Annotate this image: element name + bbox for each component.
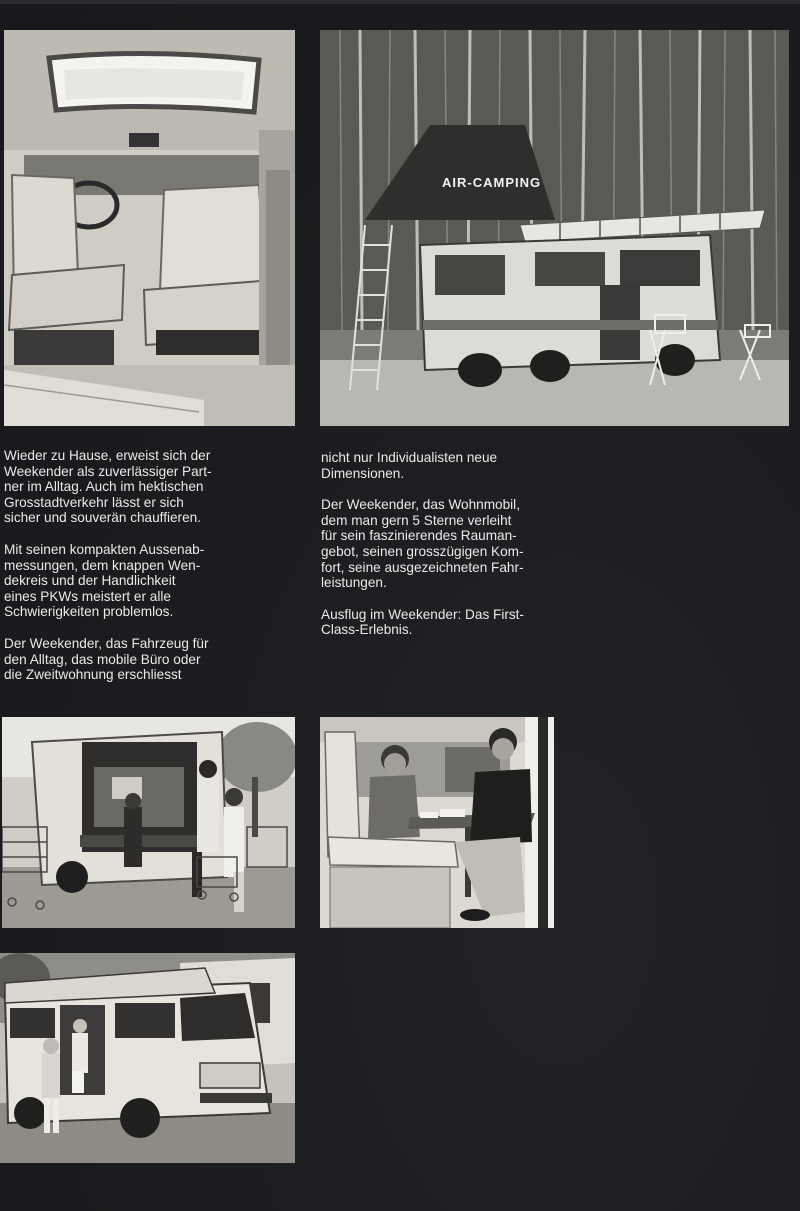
photo-air-camping [320, 30, 789, 426]
paragraph: Wieder zu Hause, erweist sich der Weekender als zuverlässiger Part- ner im Alltag. Auch im hektischen Grosstadtverkehr lässt er sich sicher und souverän chauffieren. [4, 448, 212, 526]
paragraph: Der Weekender, das Wohnmobil, dem man gern 5 Sterne verleiht für sein faszinierendes Rauman- gebot, seinen grosszügigen Kom- fort, seine ausgezeichneten Fahr- leistungen. [321, 497, 524, 591]
paragraph: nicht nur Individualisten neue Dimensionen. [321, 450, 498, 481]
air-camping-image [320, 30, 789, 426]
photo-home [0, 953, 295, 1163]
photo-interior-seats [4, 30, 295, 426]
office-image [320, 717, 554, 928]
home-image [0, 953, 295, 1163]
top-edge [0, 0, 800, 4]
shopping-image [2, 717, 295, 928]
paragraph: Mit seinen kompakten Aussenab- messungen, dem knappen Wen- dekreis und der Handlichkeit eines PKWs meistert er alle Schwierigkeiten problemlos. [4, 541, 205, 620]
paragraph: Der Weekender, das Fahrzeug für den Alltag, das mobile Büro oder die Zweitwohnung erschliesst [4, 635, 209, 683]
photo-office [320, 717, 554, 928]
interior-seats-image [4, 30, 295, 426]
text-column-right [321, 450, 621, 654]
tent-label: AIR-CAMPING [442, 175, 542, 190]
photo-shopping [2, 717, 295, 928]
paragraph: Ausflug im Weekender: Das First- Class-Erlebnis. [321, 606, 524, 638]
text-column-left [4, 448, 300, 699]
